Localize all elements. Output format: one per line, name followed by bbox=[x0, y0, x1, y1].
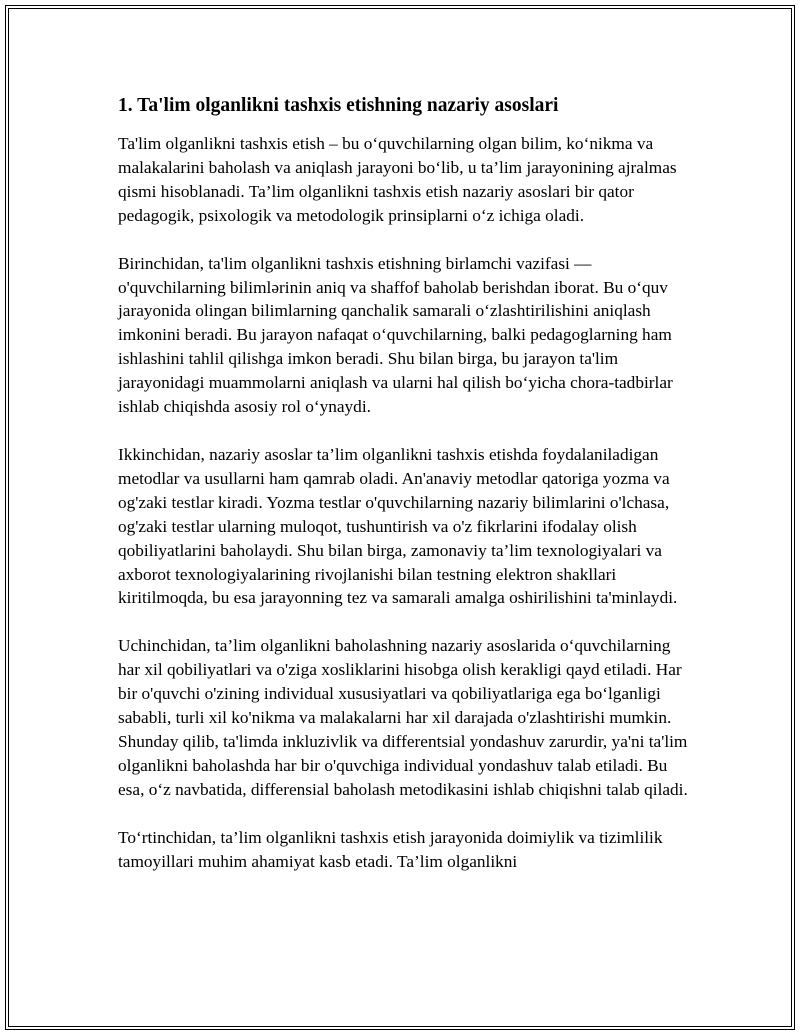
paragraph-second-point: Ikkinchidan, nazariy asoslar ta’lim olganlikni tashxis etishda foydalaniladigan metodlar va usullarni ham qamrab oladi. An'anaviy metodlar qatoriga yozma va og'zaki testlar kiradi. Yozma testlar o'quvchilarning nazariy bilimlarini o'lchasa, og'zaki testlar ularning muloqot, tushuntirish va o'z fikrlarini ifodalay olish qobiliyatlarini baholaydi. Shu bilan birga, zamonaviy ta’lim texnologiyalari va axborot texnologiyalarining rivojlanishi bilan testning elektron shakllari kiritilmoqda, bu esa jarayonning tez va samarali amalga oshirilishini ta'minlaydi. bbox=[118, 444, 678, 608]
document-body bbox=[118, 93, 693, 897]
paragraph-introduction: Ta'lim olganlikni tashxis etish – bu oʻquvchilarning olgan bilim, koʻnikma va malakalarini baholash va aniqlash jarayoni boʻlib, u ta’lim jarayonining ajralmas qismi hisoblanadi. Ta’lim olganlikni tashxis etish nazariy asoslari bir qator pedagogik, psixologik va metodologik prinsiplarni oʻz ichiga oladi. bbox=[118, 134, 677, 225]
paragraph-fourth-point: Toʻrtinchidan, ta’lim olganlikni tashxis etish jarayonida doimiylik va tizimlilik tamoyillari muhim ahamiyat kasb etadi. Ta’lim olganlikni bbox=[118, 827, 663, 871]
paragraph-third-point: Uchinchidan, ta’lim olganlikni baholashning nazariy asoslarida oʻquvchilarning har xil qobiliyatlari va o'ziga xosliklarini hisobga olish kerakligi qayd etiladi. Har bir o'quvchi o'zining individual xususiyatlari va qobiliyatlariga ega boʻlganligi sababli, turli xil ko'nikma va malakalarni har xil darajada o'zlashtirishi mumkin. Shunday qilib, ta'limda inkluzivlik va differentsial yondashuv zarurdir, ya'ni ta'lim olganlikni baholashda har bir o'quvchiga individual yondashuv talab etiladi. Bu esa, oʻz navbatida, differensial baholash metodikasini ishlab chiqishni talab qiladi. bbox=[118, 636, 688, 799]
section-heading: 1. Ta'lim olganlikni tashxis etishning nazariy asoslari bbox=[118, 95, 559, 116]
paragraph-first-point: Birinchidan, ta'lim olganlikni tashxis etishning birlamchi vazifasi — o'quvchilarning bilimlərinin aniq va shaffof baholab berishdan iborat. Bu oʻquv jarayonida olingan bilimlarning qanchalik samarali oʻzlashtirilishini aniqlash imkonini beradi. Bu jarayon nafaqat oʻquvchilarning, balki pedagoglarning ham ishlashini tahlil qilishga imkon beradi. Shu bilan birga, bu jarayon ta'lim jarayonidagi muammolarni aniqlash va ularni hal qilish boʻyicha chora-tadbirlar ishlab chiqishda asosiy rol oʻynaydi. bbox=[118, 253, 673, 417]
